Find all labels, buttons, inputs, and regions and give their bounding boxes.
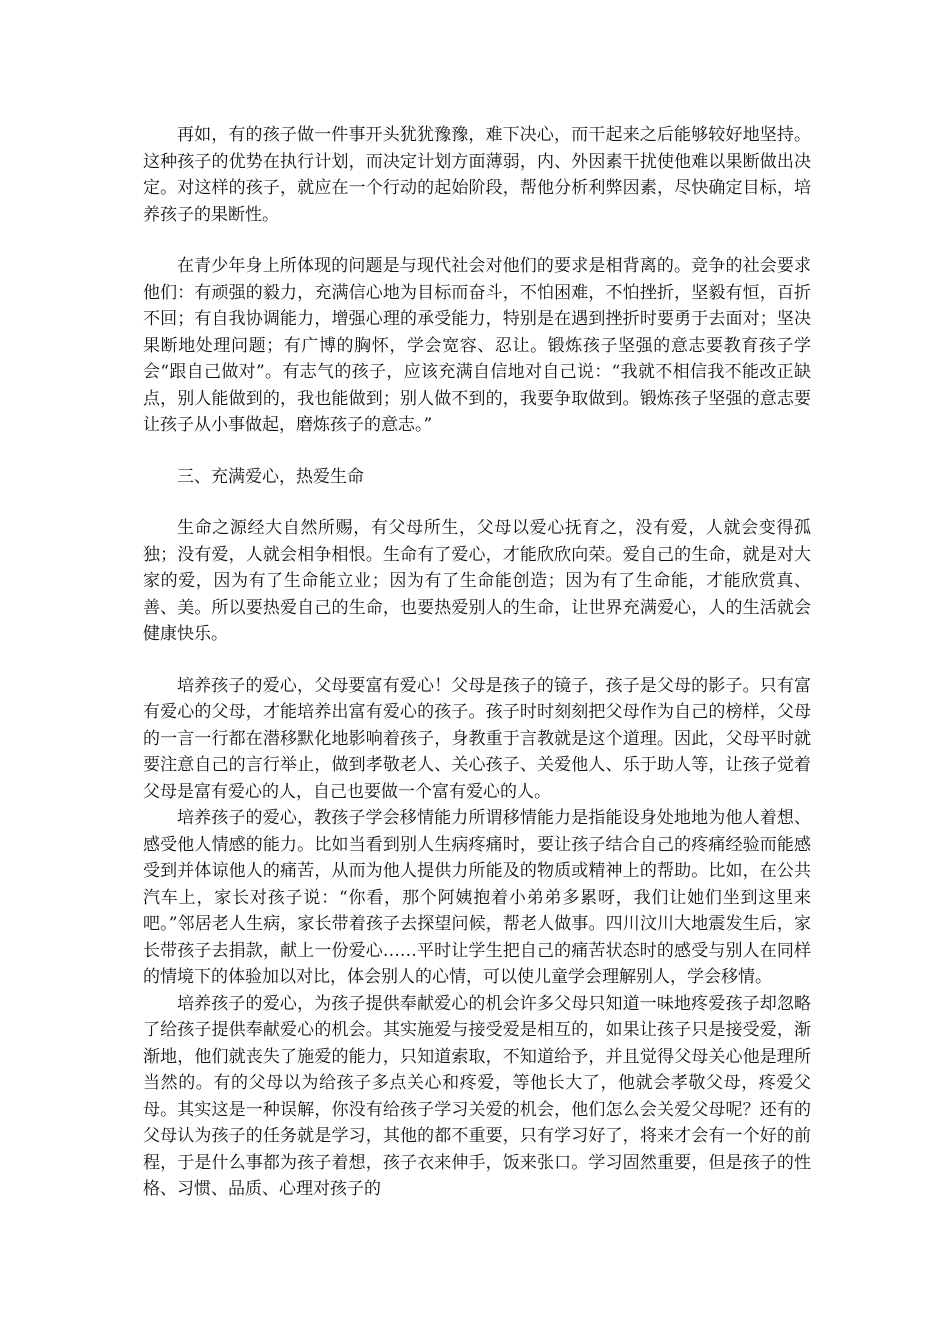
paragraph-empathy: 培养孩子的爱心，教孩子学会移情能力所谓移情能力是指能设身处地地为他人着想、感受他人情感的能力。比如当看到别人生病疼痛时，要让孩子结合自己的疼痛经验而能感受到并体谅他人的痛苦，从而为他人提供力所能及的物质或精神上的帮助。比如，在公共汽车上，家长对孩子说：“你看，那个阿姨抱着小弟弟多累呀，我们让她们坐到这里来吧。”邻居老人生病，家长带着孩子去探望问候，帮老人做事。四川汶川大地震发生后，家长带孩子去捐款，献上一份爱心……平时让学生把自己的痛苦状态时的感受与别人在同样的情境下的体验加以对比，体会别人的心情，可以使儿童学会理解别人，学会移情。	[143, 808, 811, 987]
document-page	[143, 122, 811, 1203]
paragraph-love-life: 生命之源经大自然所赐，有父母所生，父母以爱心抚育之，没有爱，人就会变得孤独；没有爱，人就会相争相恨。生命有了爱心，才能欣欣向荣。爱自己的生命，就是对大家的爱，因为有了生命能立业；因为有了生命能创造；因为有了生命能，才能欣赏真、善、美。所以要热爱自己的生命，也要热爱别人的生命，让世界充满爱心，人的生活就会健康快乐。	[143, 518, 811, 644]
paragraph-dedication: 培养孩子的爱心，为孩子提供奉献爱心的机会许多父母只知道一味地疼爱孩子却忽略了给孩子提供奉献爱心的机会。其实施爱与接受爱是相互的，如果让孩子只是接受爱，渐渐地，他们就丧失了施爱的能力，只知道索取，不知道给予，并且觉得父母关心他是理所当然的。有的父母以为给孩子多点关心和疼爱，等他长大了，他就会孝敬父母，疼爱父母。其实这是一种误解，你没有给孩子学习关爱的机会，他们怎么会关爱父母呢？还有的父母认为孩子的任务就是学习，其他的都不重要，只有学习好了，将来才会有一个好的前程，于是什么事都为孩子着想，孩子衣来伸手，饭来张口。学习固然重要，但是孩子的性格、习惯、品质、心理对孩子的	[143, 993, 811, 1199]
paragraph-willpower: 在青少年身上所体现的问题是与现代社会对他们的要求是相背离的。竞争的社会要求他们：有顽强的毅力，充满信心地为目标而奋斗，不怕困难，不怕挫折，坚毅有恒，百折不回；有自我协调能力，增强心理的承受能力，特别是在遇到挫折时要勇于去面对；坚决果断地处理问题；有广博的胸怀，学会宽容、忍让。锻炼孩子坚强的意志要教育孩子学会“跟自己做对”。有志气的孩子，应该充满自信地对自己说：“我就不相信我不能改正缺点，别人能做到的，我也能做到；别人做不到的，我要争取做到。锻炼孩子坚强的意志要让孩子从小事做起，磨炼孩子的意志。”	[143, 256, 811, 435]
paragraph-decisiveness: 再如，有的孩子做一件事开头犹犹豫豫，难下决心，而干起来之后能够较好地坚持。这种孩子的优势在执行计划，而决定计划方面薄弱，内、外因素干扰使他难以果断做出决定。对这样的孩子，就应在一个行动的起始阶段，帮他分析利弊因素，尽快确定目标，培养孩子的果断性。	[143, 125, 811, 225]
section-heading: 三、充满爱心，热爱生命	[177, 466, 364, 487]
paragraph-parents-love: 培养孩子的爱心，父母要富有爱心！父母是孩子的镜子，孩子是父母的影子。只有富有爱心的父母，才能培养出富有爱心的孩子。孩子时时刻刻把父母作为自己的榜样，父母的一言一行都在潜移默化地影响着孩子，身教重于言教就是这个道理。因此，父母平时就要注意自己的言行举止，做到孝敬老人、关心孩子、关爱他人、乐于助人等，让孩子觉着父母是富有爱心的人，自己也要做一个富有爱心的人。	[143, 675, 811, 802]
